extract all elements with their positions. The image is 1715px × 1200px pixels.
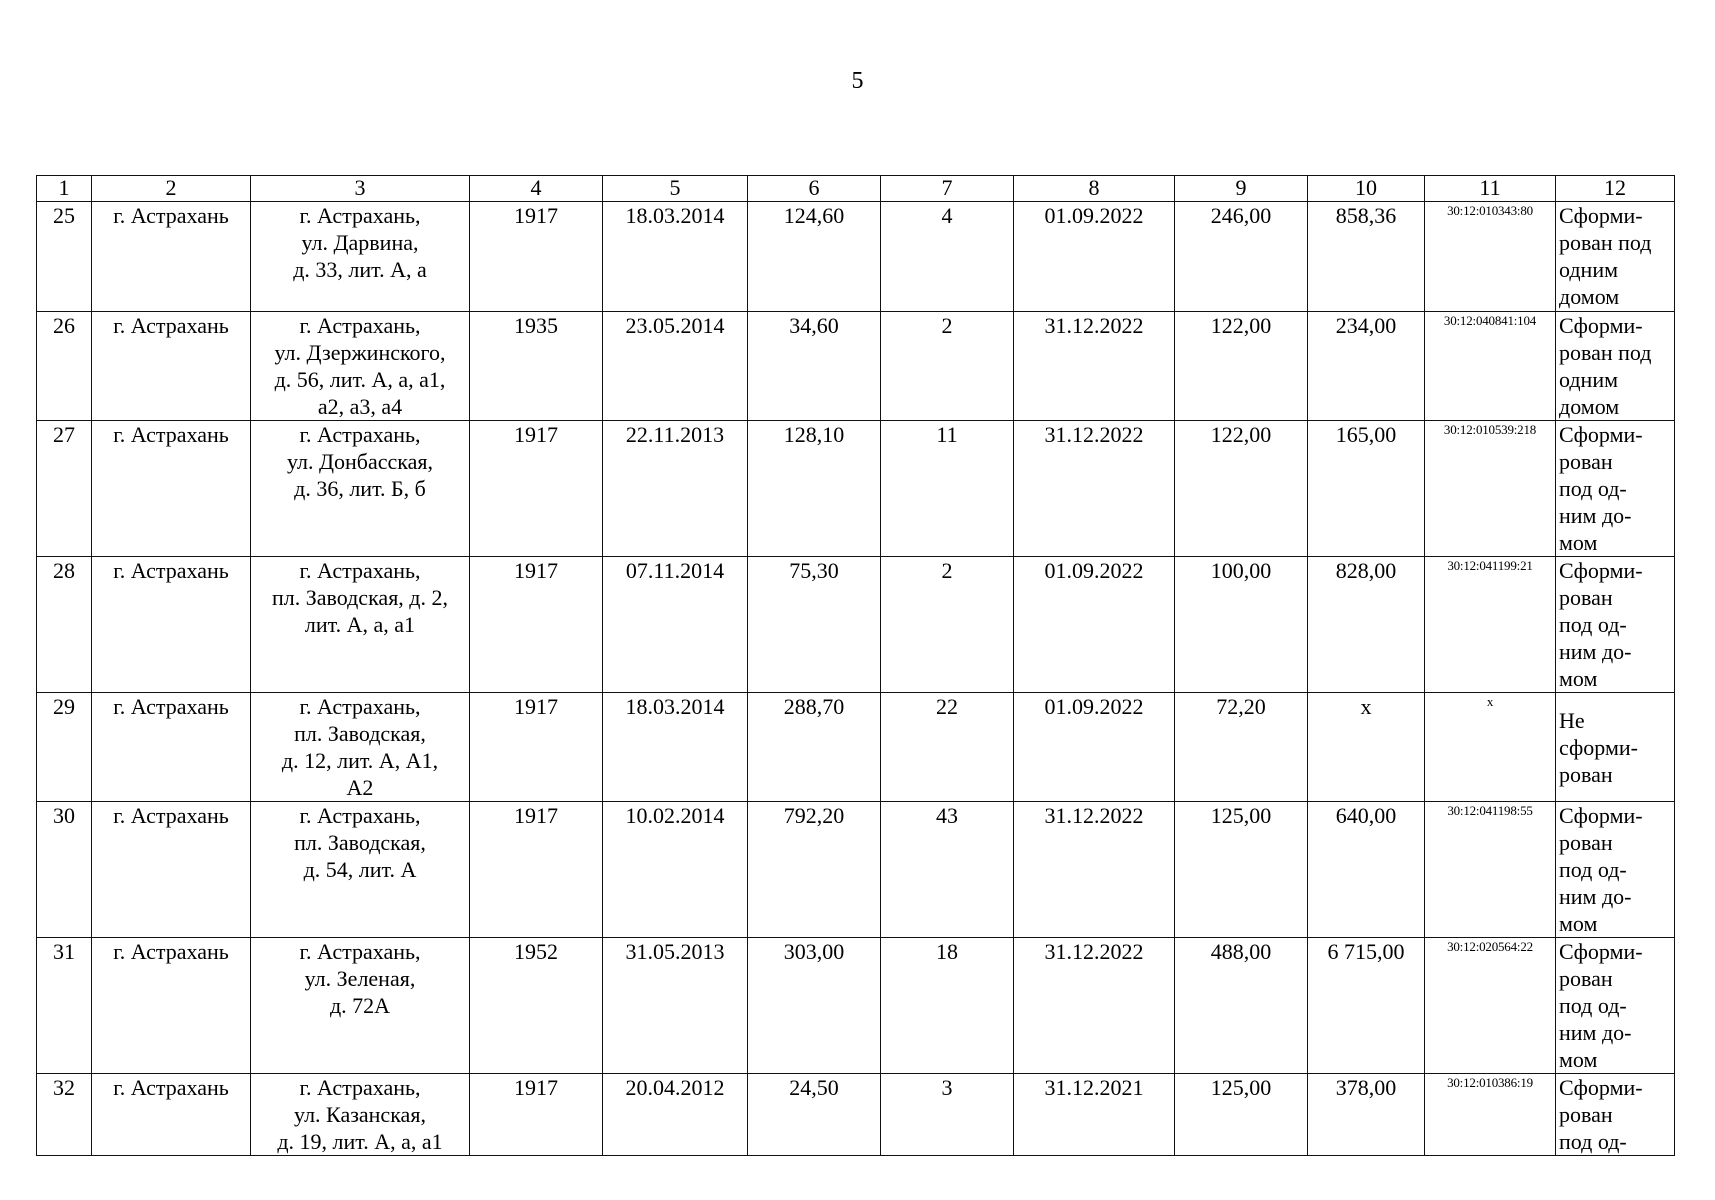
city-cell: г. Астрахань	[92, 938, 251, 1074]
value-cell: 234,00	[1308, 312, 1425, 421]
column-header: 3	[251, 176, 470, 202]
residents-cell: 2	[881, 312, 1014, 421]
address-cell: г. Астрахань, пл. Заводская, д. 54, лит. А	[251, 802, 470, 938]
value-cell: 72,20	[1175, 693, 1308, 802]
date-cell: 20.04.2012	[603, 1074, 748, 1156]
residents-cell: 43	[881, 802, 1014, 938]
address-cell: г. Астрахань, ул. Казанская, д. 19, лит. А, а, а1	[251, 1074, 470, 1156]
cadastral-number-cell: 30:12:010386:19	[1425, 1074, 1556, 1156]
value-cell: 122,00	[1175, 312, 1308, 421]
column-header: 9	[1175, 176, 1308, 202]
value-cell: 122,00	[1175, 421, 1308, 557]
cadastral-number-cell: 30:12:041198:55	[1425, 802, 1556, 938]
city-cell: г. Астрахань	[92, 421, 251, 557]
column-header: 11	[1425, 176, 1556, 202]
address-cell: г. Астрахань, пл. Заводская, д. 12, лит. А, А1, А2	[251, 693, 470, 802]
housing-register-table	[36, 175, 1675, 1156]
deadline-cell: 01.09.2022	[1014, 557, 1175, 693]
table-header	[37, 176, 1675, 202]
deadline-cell: 31.12.2022	[1014, 802, 1175, 938]
cadastral-number-cell: 30:12:010539:218	[1425, 421, 1556, 557]
column-header: 1	[37, 176, 92, 202]
deadline-cell: 01.09.2022	[1014, 693, 1175, 802]
row-number: 28	[37, 557, 92, 693]
residents-cell: 22	[881, 693, 1014, 802]
table-row	[37, 693, 1675, 802]
value-cell: 640,00	[1308, 802, 1425, 938]
residents-cell: 2	[881, 557, 1014, 693]
status-cell: Сформи- рован под од- ним до- мом	[1556, 802, 1675, 938]
area-cell: 34,60	[748, 312, 881, 421]
table-body	[37, 202, 1675, 1156]
date-cell: 07.11.2014	[603, 557, 748, 693]
date-cell: 18.03.2014	[603, 693, 748, 802]
column-header: 7	[881, 176, 1014, 202]
address-cell: г. Астрахань, ул. Дарвина, д. 33, лит. А, а	[251, 202, 470, 312]
cadastral-number-cell: х	[1425, 693, 1556, 802]
row-number: 29	[37, 693, 92, 802]
cadastral-number-cell: 30:12:010343:80	[1425, 202, 1556, 312]
residents-cell: 11	[881, 421, 1014, 557]
status-cell: Не сформи- рован	[1556, 693, 1675, 802]
status-cell: Сформи- рован под одним домом	[1556, 202, 1675, 312]
value-cell: 100,00	[1175, 557, 1308, 693]
area-cell: 24,50	[748, 1074, 881, 1156]
deadline-cell: 01.09.2022	[1014, 202, 1175, 312]
table-row	[37, 557, 1675, 693]
table-row	[37, 202, 1675, 312]
column-number-row	[37, 176, 1675, 202]
value-cell: 165,00	[1308, 421, 1425, 557]
row-number: 26	[37, 312, 92, 421]
table-row	[37, 312, 1675, 421]
year-cell: 1917	[470, 1074, 603, 1156]
value-cell: 246,00	[1175, 202, 1308, 312]
status-cell: Сформи- рован под од- ним до- мом	[1556, 938, 1675, 1074]
date-cell: 18.03.2014	[603, 202, 748, 312]
column-header: 12	[1556, 176, 1675, 202]
city-cell: г. Астрахань	[92, 1074, 251, 1156]
date-cell: 23.05.2014	[603, 312, 748, 421]
table-row	[37, 802, 1675, 938]
city-cell: г. Астрахань	[92, 202, 251, 312]
deadline-cell: 31.12.2022	[1014, 421, 1175, 557]
column-header: 4	[470, 176, 603, 202]
address-cell: г. Астрахань, ул. Зеленая, д. 72А	[251, 938, 470, 1074]
row-number: 31	[37, 938, 92, 1074]
year-cell: 1917	[470, 421, 603, 557]
value-cell: 858,36	[1308, 202, 1425, 312]
column-header: 10	[1308, 176, 1425, 202]
column-header: 6	[748, 176, 881, 202]
value-cell: 488,00	[1175, 938, 1308, 1074]
year-cell: 1917	[470, 557, 603, 693]
deadline-cell: 31.12.2022	[1014, 938, 1175, 1074]
residents-cell: 4	[881, 202, 1014, 312]
year-cell: 1952	[470, 938, 603, 1074]
row-number: 25	[37, 202, 92, 312]
city-cell: г. Астрахань	[92, 312, 251, 421]
value-cell: 125,00	[1175, 1074, 1308, 1156]
area-cell: 128,10	[748, 421, 881, 557]
address-cell: г. Астрахань, ул. Донбасская, д. 36, лит. Б, б	[251, 421, 470, 557]
status-cell: Сформи- рован под од-	[1556, 1074, 1675, 1156]
area-cell: 124,60	[748, 202, 881, 312]
date-cell: 10.02.2014	[603, 802, 748, 938]
value-cell: 378,00	[1308, 1074, 1425, 1156]
area-cell: 792,20	[748, 802, 881, 938]
year-cell: 1935	[470, 312, 603, 421]
column-header: 8	[1014, 176, 1175, 202]
deadline-cell: 31.12.2022	[1014, 312, 1175, 421]
residents-cell: 18	[881, 938, 1014, 1074]
year-cell: 1917	[470, 693, 603, 802]
year-cell: 1917	[470, 202, 603, 312]
row-number: 27	[37, 421, 92, 557]
deadline-cell: 31.12.2021	[1014, 1074, 1175, 1156]
table-row	[37, 1074, 1675, 1156]
column-header: 5	[603, 176, 748, 202]
year-cell: 1917	[470, 802, 603, 938]
status-cell: Сформи- рован под одним домом	[1556, 312, 1675, 421]
value-cell: 6 715,00	[1308, 938, 1425, 1074]
city-cell: г. Астрахань	[92, 693, 251, 802]
row-number: 32	[37, 1074, 92, 1156]
area-cell: 75,30	[748, 557, 881, 693]
address-cell: г. Астрахань, пл. Заводская, д. 2, лит. А, а, а1	[251, 557, 470, 693]
cadastral-number-cell: 30:12:041199:21	[1425, 557, 1556, 693]
status-cell: Сформи- рован под од- ним до- мом	[1556, 421, 1675, 557]
residents-cell: 3	[881, 1074, 1014, 1156]
value-cell: х	[1308, 693, 1425, 802]
cadastral-number-cell: 30:12:040841:104	[1425, 312, 1556, 421]
value-cell: 125,00	[1175, 802, 1308, 938]
area-cell: 303,00	[748, 938, 881, 1074]
city-cell: г. Астрахань	[92, 557, 251, 693]
page-number: 5	[851, 68, 864, 94]
date-cell: 22.11.2013	[603, 421, 748, 557]
table-row	[37, 938, 1675, 1074]
table-row	[37, 421, 1675, 557]
date-cell: 31.05.2013	[603, 938, 748, 1074]
status-cell: Сформи- рован под од- ним до- мом	[1556, 557, 1675, 693]
address-cell: г. Астрахань, ул. Дзержинского, д. 56, лит. А, а, а1, а2, а3, а4	[251, 312, 470, 421]
area-cell: 288,70	[748, 693, 881, 802]
value-cell: 828,00	[1308, 557, 1425, 693]
cadastral-number-cell: 30:12:020564:22	[1425, 938, 1556, 1074]
city-cell: г. Астрахань	[92, 802, 251, 938]
row-number: 30	[37, 802, 92, 938]
column-header: 2	[92, 176, 251, 202]
